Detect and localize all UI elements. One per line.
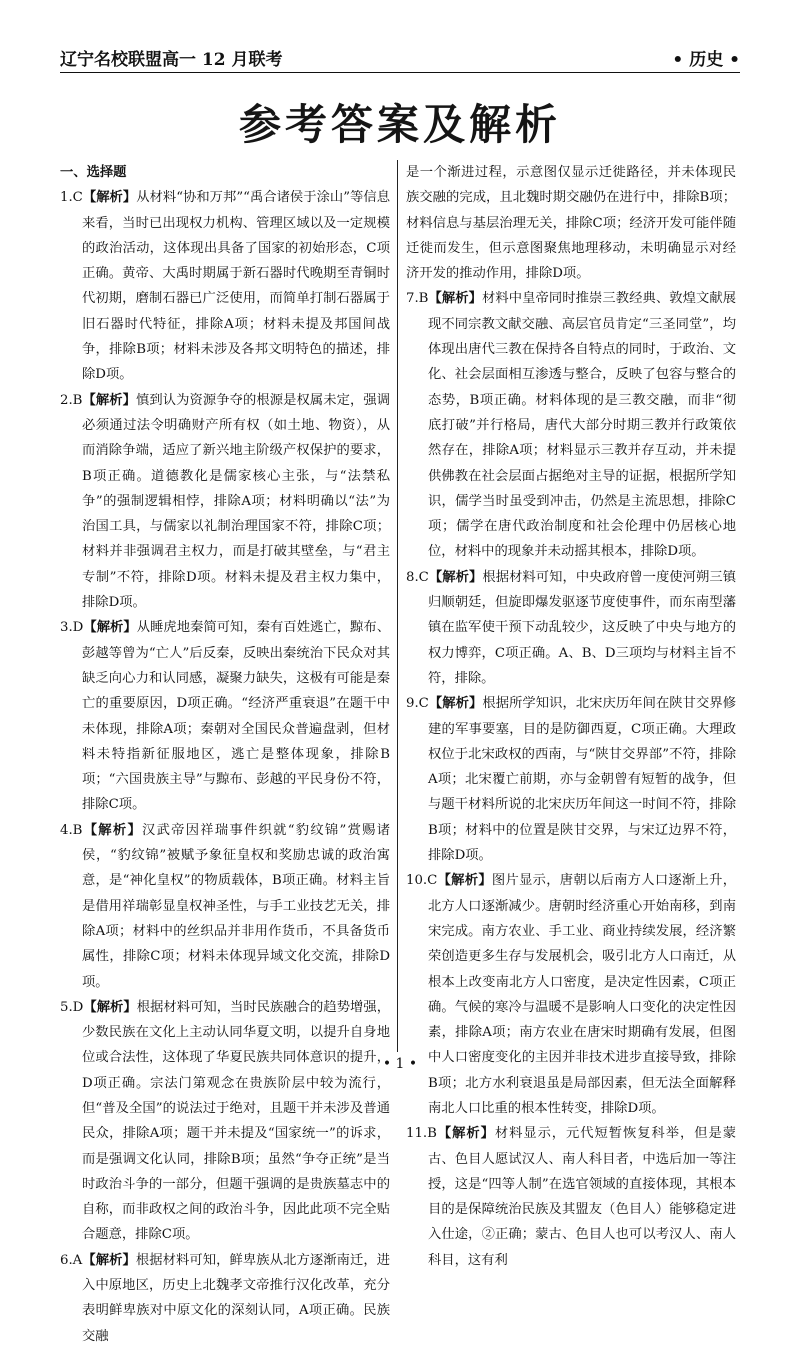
analysis-text: 材料显示，元代短暂恢复科举，但是蒙古、色目人愿试汉人、南人科目者，中选后加一等注授，这是“四等人制”在选官领域的直接体现，其根本目的是保障统治民族及其盟友（色目人）能够稳定进入仕途，②正确；蒙古、色目人也可以考汉人、南人科目，这有利 [428, 1126, 737, 1268]
answer-number: 8.C [406, 569, 429, 585]
answer-number: 7.B [406, 291, 429, 307]
answer-number: 5.D [60, 999, 84, 1015]
analysis-text: 图片显示，唐朝以后南方人口逐渐上升，北方人口逐渐减少。唐朝时经济重心开始南移，到南宋完成。南方农业、手工业、商业持续发展，经济繁荣创造更多生存与发展机会，吸引北方人口南迁，从根本上改变南北方人口密度，是决定性因素，C项正确。气候的寒冷与温暖不是影响人口变化的决定性因素，排除A项；南方农业在唐宋时期确有发展，但图中人口密度变化的主因并非技术进步直接导致，排除B项；北方水利衰退虽是局部因素，但无法全面解释南北人口比重的根本性转变，排除D项。 [428, 873, 737, 1116]
answer-columns [60, 160, 740, 1344]
answer-item [60, 995, 390, 1248]
answer-item [60, 185, 390, 387]
analysis-tag: 【解析】 [436, 1126, 495, 1142]
answer-number: 4.B [60, 822, 83, 838]
page-header [60, 44, 740, 70]
answer-number: 6.A [60, 1252, 83, 1268]
analysis-text: 材料中皇帝同时推崇三教经典、敦煌文献展现不同宗教文献交融、高层官员肯定“三圣同堂”，均体现出唐代三教在保持各自特点的同时，于政治、文化、社会层面相互渗透与整合，反映了包容与整合的态势，B项正确。材料体现的是三教交融，而非“彻底打破”并行格局，唐代大部分时期三教并行政策依然存在，排除A项；材料显示三教并存互动，并未提供佛教在社会层面占据绝对主导的证据，根据所学知识，儒学当时虽受到冲击，仍然是主流思想，排除C项；儒学在唐代政治制度和社会伦理中仍居核心地位，材料中的现象并未动摇其根本，排除D项。 [428, 291, 737, 560]
right-answer-list [406, 286, 736, 1273]
analysis-tag: 【解析】 [428, 569, 483, 585]
analysis-text: 根据所学知识，北宋庆历年间在陕甘交界修建的军事要塞，目的是防御西夏，C项正确。大理政权位于北宋政权的西南，与“陕甘交界部”不符，排除A项；北宋覆亡前期，亦与金朝曾有短暂的战争，但与题干材料所说的北宋庆历年间这一时间不符，排除B项；材料中的位置是陕甘交界，与宋辽边界不符，排除D项。 [428, 696, 737, 864]
answer-number: 1.C [60, 190, 83, 206]
left-answer-list [60, 185, 390, 1349]
answer-item [406, 565, 736, 691]
analysis-text: 从睡虎地秦简可知，秦有百姓逃亡，黥布、彭越等曾为“亡人”后反秦，反映出秦统治下民众对其缺乏向心力和认同感，凝聚力缺失，这极有可能是秦亡的重要原因，D项正确。“经济严重衰退”在题干中未体现，排除A项；秦朝对全国民众普遍盘剥，但材料未特指新征服地区，逃亡是整体现象，排除B项；“六国贵族主导”与黥布、彭越的平民身份不符，排除C项。 [82, 620, 391, 813]
answer-item [406, 691, 736, 868]
continuation-paragraph: 是一个渐进过程，示意图仅显示迁徙路径，并未体现民族交融的完成，且北魏时期交融仍在进行中，排除B项；材料信息与基层治理无关，排除C项；经济开发可能伴随迁徙而发生，但示意图聚焦地理移动，未明确显示对经济开发的推动作用，排除D项。 [406, 165, 736, 282]
analysis-text: 从材料“协和万邦”“禹合诸侯于涂山”等信息来看，当时已出现权力机构、管理区域以及一定规模的政治活动，这体现出具备了国家的初始形态，C项正确。黄帝、大禹时期属于新石器时代晚期至青铜时代初期，磨制石器已广泛使用，而简单打制石器属于旧石器时代特征，排除A项；材料未提及邦国间战争，排除B项；材料未涉及各邦文明特色的描述，排除D项。 [82, 190, 391, 383]
answer-number: 11.B [406, 1126, 437, 1142]
analysis-tag: 【解析】 [428, 696, 483, 712]
column-divider [397, 160, 398, 1052]
header-rule [60, 72, 740, 73]
answer-item [60, 1248, 390, 1349]
answer-item [406, 1121, 736, 1273]
analysis-tag: 【解析】 [83, 620, 137, 636]
analysis-text: 根据材料可知，鲜卑族从北方逐渐南迁，进入中原地区，历史上北魏孝文帝推行汉化改革，充分表明鲜卑族对中原文化的深刻认同，A项正确。民族交融 [82, 1252, 391, 1344]
analysis-text: 慎到认为资源争夺的根源是权属未定，强调必须通过法令明确财产所有权（如土地、物资），从而消除争端，适应了新兴地主阶级产权保护的要求，B项正确。道德教化是儒家核心主张，与“法禁私争”的强制逻辑相悖，排除A项；材料明确以“法”为治国工具，与儒家以礼制治理国家不符，排除C项；材料并非强调君主权力，而是打破其壁垒，与“君主专制”不符，排除D项。材料未提及君主权力集中，排除D项。 [82, 392, 391, 611]
answer-number: 9.C [406, 696, 429, 712]
analysis-tag: 【解析】 [428, 291, 483, 307]
analysis-tag: 【解析】 [82, 392, 137, 408]
answer-number: 3.D [60, 620, 84, 636]
answer-number: 2.B [60, 392, 83, 408]
exam-title: 辽宁名校联盟高一 12 月联考 [60, 49, 283, 70]
answer-item [406, 868, 736, 1121]
analysis-tag: 【解析】 [82, 1252, 136, 1268]
answer-item [60, 818, 390, 995]
right-column [406, 160, 737, 1268]
subject-label: • 历史 • [672, 49, 740, 70]
left-column [60, 160, 391, 1344]
section-heading: 一、选择题 [60, 165, 127, 180]
document-title: 参考答案及解析 [238, 100, 561, 149]
analysis-tag: 【解析】 [82, 822, 143, 838]
page-number: • 1 • [382, 1056, 418, 1072]
analysis-text: 汉武帝因祥瑞事件织就“豹纹锦”赏赐诸侯，“豹纹锦”被赋予象征皇权和奖励忠诚的政治寓意，是“神化皇权”的物质载体，B项正确。材料主旨是借用祥瑞彰显皇权神圣性，与手工业技艺无关，排除A项；材料中的丝织品并非用作货币，不具备货币属性，排除C项；材料未体现异域文化交流，排除D项。 [82, 822, 391, 990]
answer-item [406, 286, 736, 564]
answer-number: 10.C [406, 873, 438, 889]
analysis-text: 根据材料可知，当时民族融合的趋势增强，少数民族在文化上主动认同华夏文明，以提升自身地位或合法性，这体现了华夏民族共同体意识的提升，D项正确。宗法门第观念在贵族阶层中较为流行，但“普及全国”的说法过于绝对，且题干并未涉及普通民众，排除A项；题干并未提及“国家统一”的诉求，而是强调文化认同，排除B项；虽然“争夺正统”是当时政治斗争的一部分，但题干强调的是贵族墓志中的自称，而非政权之间的政治斗争，因此此项不完全贴合题意，排除C项。 [82, 999, 391, 1243]
answer-item [60, 615, 390, 817]
analysis-tag: 【解析】 [83, 999, 137, 1015]
answer-item [60, 388, 390, 616]
analysis-tag: 【解析】 [437, 873, 492, 889]
analysis-text: 根据材料可知，中央政府曾一度使河朔三镇归顺朝廷，但旋即爆发驱逐节度使事件，而东南型藩镇在监军使干预下动乱较少，这反映了中央与地方的权力博弈，C项正确。A、B、D三项均与材料主旨不符，排除。 [428, 569, 737, 686]
analysis-tag: 【解析】 [82, 190, 137, 206]
